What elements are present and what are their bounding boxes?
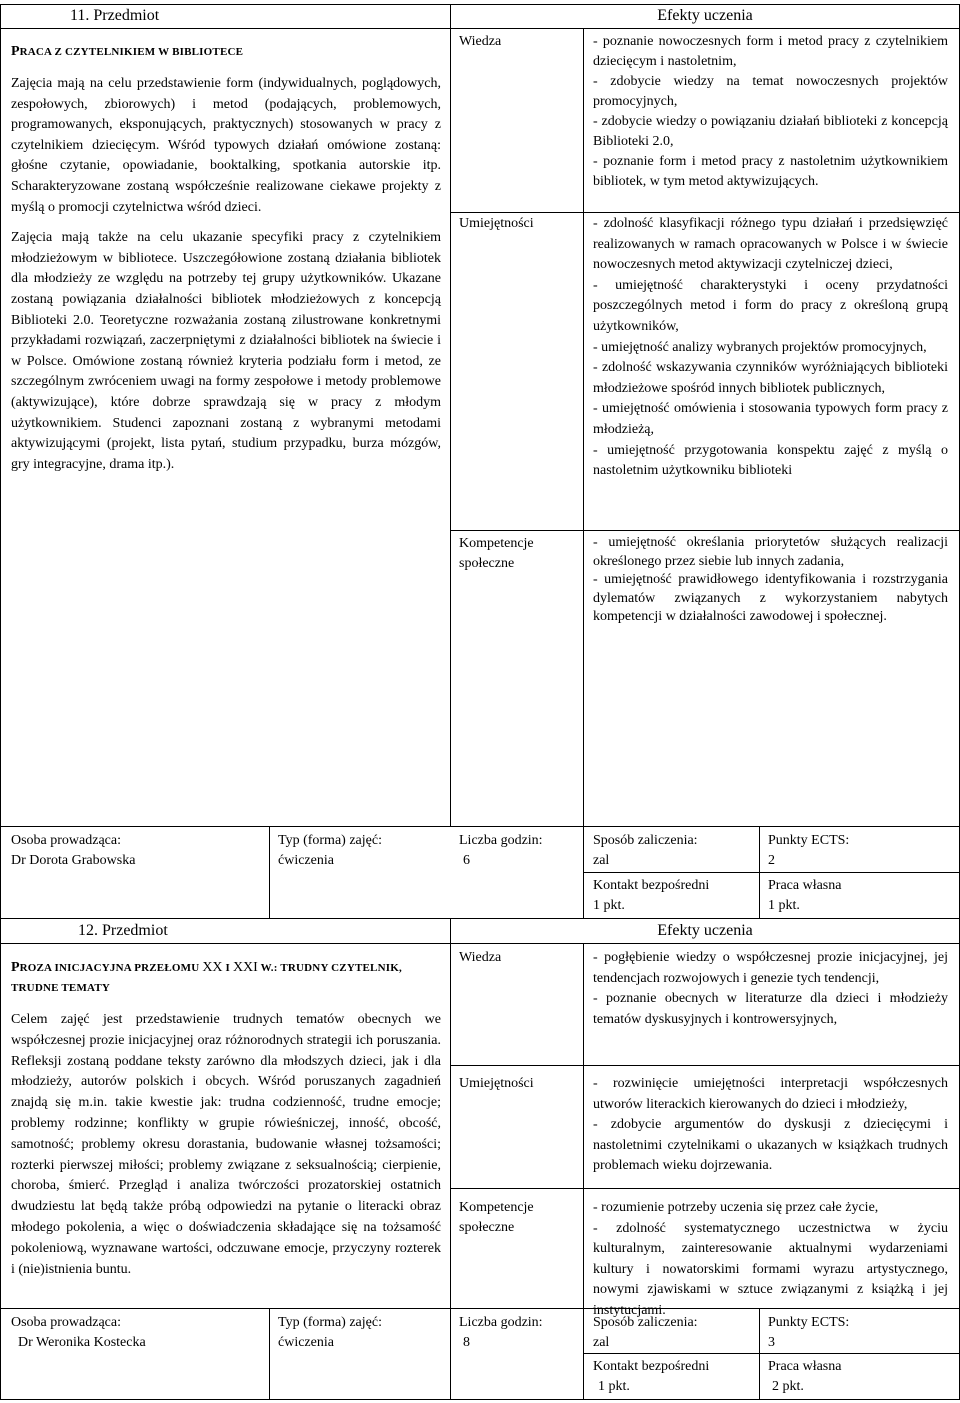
list-item: - poznanie form i metod pracy z nastoletnim użytkownikiem bibliotek, w tym metod aktywizujących. [593, 154, 948, 189]
section12-effect-category-social [459, 1198, 579, 1238]
section12-header-effects-text: Efekty uczenia [657, 922, 753, 939]
section12-own-value: 2 pkt. [772, 1379, 804, 1394]
section11-method-label: Sposób zaliczenia: [593, 833, 698, 848]
section11-header-effects [450, 5, 960, 27]
list-item: - zdobycie argumentów do dyskusji z dziecięcymi i nastoletnimi czytelnikami o ukazanych w książkach trudnych problemach wieku dojrzewania. [593, 1117, 948, 1174]
list-item: - umiejętność analizy wybranych projektów promocyjnych, [593, 339, 927, 355]
section11-lecturer-value: Dr Dorota Grabowska [11, 853, 136, 868]
section11-description-p1: Zajęcia mają na celu przedstawienie form (indywidualnych, poglądowych, zespołowych, zbiorowych) i metod (podających, problemowych, programowanych, eksponujących, praktycznych) stosowanych w pracy z czytelnikiem dziecięcym. Wśród typowych działań omówione zostaną: głośne czytanie, opowiadanie, booktalking, spotkania autorskie itp. Scharakteryzowane zostaną współcześnie realizowane ciekawe projekty z myślą o promocji czytelnictwa wśród dzieci. [11, 76, 441, 215]
section12-footer-type [278, 1313, 448, 1353]
section11-method-value: zal [593, 853, 610, 868]
section12-header-effects [450, 920, 960, 942]
section12-effect-category-skills [459, 1074, 579, 1094]
section12-ects-label: Punkty ECTS: [768, 1315, 850, 1330]
list-item: - zdolność systematycznego uczestnictwa w życiu kulturalnym, zainteresowanie aktualnymi wydarzeniami kultury i nowatorskimi formami wyrazu artystycznego, nowymi zjawiskami w sztuce związanymi z książką i jej instytucjami. [593, 1220, 948, 1318]
section12-effect-category-social-line2: społeczne [459, 1220, 515, 1235]
section12-effect-category-knowledge-text: Wiedza [459, 950, 502, 965]
section11-effect-category-social-line1: Kompetencje [459, 536, 534, 551]
section11-header-title [0, 5, 260, 27]
section12-description [11, 1010, 441, 1280]
section12-own-label: Praca własna [768, 1359, 842, 1374]
section12-description-text: Celem zajęć jest przedstawienie trudnych tematów obecnych we współczesnej prozie inicjacyjnej oraz różnorodnych strategii ich poruszania. Refleksji zostaną poddane teksty zarówno dla młodszych dzieci, jak i dla młodzieży, autorów polskich i obcych. Wśród poruszanych zagadnień znajdą się m.in. takie kwestie jak: trudna codzienność, trudne emocje; problemy rodzinne; konflikty w grupie rówieśniczej, inność, obcość, samotność; problemy okresu dorastania, budowanie własnej tożsamości; rozterki pierwszej miłości; problemy związane z seksualnością; cierpienie, choroba, śmierć. Przegląd i analiza twórczości prozatorskiej ostatnich dwudziestu lat będą także próbą odpowiedzi na pytanie o literacki obraz młodego pokolenia, a więc o doświadczenia składające się na tożsamość pokoleniową, wyznawane wartości, odczuwane emocje, przyczyny rozterek i (nie)istnienia buntu. [11, 1012, 441, 1277]
section12-title-part: P [11, 960, 20, 975]
section11-effect-items-skills [593, 214, 948, 482]
section12-header-title [0, 920, 260, 942]
section11-title-rest: RACA Z CZYTELNIKIEM W BIBLIOTECE [19, 46, 244, 58]
section12-footer-lecturer [11, 1313, 261, 1353]
section11-effect-category-knowledge [459, 32, 579, 52]
list-item: - umiejętność omówienia i stosowania typowych form pracy z młodzieżą, [593, 401, 948, 437]
list-item: - umiejętność przygotowania konspektu zajęć z myślą o nastoletnim użytkowniku biblioteki [593, 442, 948, 479]
section11-description-p2: Zajęcia mają także na celu ukazanie specyfiki pracy z czytelnikiem młodzieżowym w bibliotece. Uszczegółowione zostaną działania bibliotek dla młodzieży ze względu na potrzeby tej grupy użytkowników. Ukazane zostaną powiązania działalności bibliotek młodzieżowych z koncepcją Biblioteki 2.0. Teoretyczne rozważania zostaną zilustrowane konkretnymi przykładami rozwiązań, zaczerpniętymi z działalności bibliotek na świecie i w Polsce. Omówione zostaną również kryteria podziału form i metod, ze szczególnym zwróceniem uwagi na formy zespołowe i metody problemowe (aktywizujące), które dobrze sprawdzają się w pracy z młodym użytkownikiem. Studenci zapoznani zostaną z wybranymi metodami aktywizującymi (projekt, lista pytań, studium przypadku, burza mózgów, gry integracyjne, drama itp.). [11, 230, 441, 472]
section12-hours-label: Liczba godzin: [459, 1315, 543, 1330]
section12-method-value: zal [593, 1335, 610, 1350]
list-item: - zdobycie wiedzy o powiązaniu działań biblioteki z koncepcją Biblioteki 2.0, [593, 114, 948, 149]
section12-contact-label: Kontakt bezpośredni [593, 1359, 710, 1374]
section11-footer-lecturer [11, 831, 261, 871]
section12-effect-category-social-line1: Kompetencje [459, 1200, 534, 1215]
section12-footer-ects [768, 1313, 948, 1353]
list-item: - pogłębienie wiedzy o współczesnej prozie inicjacyjnej, jej tendencjach rozwojowych i genezie tych tendencji, [593, 950, 948, 986]
section12-hours-value: 8 [463, 1335, 470, 1350]
section12-ects-value: 3 [768, 1335, 775, 1350]
list-item: - zdolność klasyfikacji różnego typu działań i przedsięwzięć realizowanych w ramach opracowanych w Polsce i w świecie nowoczesnych metod aktywizacji czytelniczej dzieci, [593, 216, 948, 273]
section12-footer-contact [593, 1357, 753, 1397]
section11-footer-method [593, 831, 753, 871]
section11-ects-label: Punkty ECTS: [768, 833, 850, 848]
section11-effect-category-skills-text: Umiejętności [459, 216, 534, 231]
section12-title-part: I [222, 962, 233, 974]
section11-effect-category-social [459, 534, 579, 574]
section12-footer-hours [459, 1313, 579, 1353]
section12-type-label: Typ (forma) zajęć: [278, 1315, 382, 1330]
section12-method-label: Sposób zaliczenia: [593, 1315, 698, 1330]
section12-course-title [11, 958, 441, 998]
section11-hours-value: 6 [463, 853, 470, 868]
section12-title-part: W.: TRUDNY CZYTELNIK, TRUDNE TEMATY [11, 962, 402, 994]
section11-footer-ects [768, 831, 948, 871]
section12-footer-method [593, 1313, 753, 1353]
section11-header-effects-text: Efekty uczenia [657, 7, 753, 24]
section11-header-title-text: 11. Przedmiot [70, 7, 160, 24]
list-item: - poznanie obecnych w literaturze dla dzieci i młodzieży tematów dyskusyjnych i kontrowersyjnych, [593, 991, 948, 1027]
list-item: - umiejętność określania priorytetów służących realizacji określonego przez siebie lub innych zadania, [593, 535, 948, 569]
section12-lecturer-value: Dr Weronika Kostecka [18, 1335, 146, 1350]
section12-effect-items-skills [593, 1074, 948, 1177]
section11-own-label: Praca własna [768, 878, 842, 893]
section12-effect-items-knowledge [593, 948, 948, 1030]
section11-effect-category-knowledge-text: Wiedza [459, 34, 502, 49]
list-item: - umiejętność prawidłowego identyfikowania i rozstrzygania dylematów związanych z wykorzystaniem nabytych kompetencji w działalności zawodowej i społecznej. [593, 572, 948, 625]
section12-contact-value: 1 pkt. [598, 1379, 630, 1394]
section11-hours-label: Liczba godzin: [459, 833, 543, 848]
section11-footer-own [768, 876, 948, 916]
section12-type-value: ćwiczenia [278, 1335, 334, 1350]
section12-effect-category-knowledge [459, 948, 579, 968]
section12-title-part: ROZA INICJACYJNA PRZEŁOMU [19, 962, 203, 974]
section11-type-label: Typ (forma) zajęć: [278, 833, 382, 848]
list-item: - rozumienie potrzeby uczenia się przez całe życie, [593, 1200, 879, 1215]
section12-title-part: XXI [232, 960, 258, 975]
section11-effect-category-social-line2: społeczne [459, 556, 515, 571]
section11-effect-items-knowledge [593, 32, 948, 192]
section11-footer-type [278, 831, 448, 871]
section12-footer-own [768, 1357, 948, 1397]
list-item: - zdolność wskazywania czynników wyróżniających biblioteki młodzieżowe spośród innych bibliotek publicznych, [593, 360, 948, 396]
section11-type-value: ćwiczenia [278, 853, 334, 868]
list-item: - zdobycie wiedzy na temat nowoczesnych projektów promocyjnych, [593, 74, 948, 109]
section11-own-value: 1 pkt. [768, 898, 800, 913]
section11-effect-items-social [593, 534, 948, 627]
section11-footer-hours [459, 831, 579, 871]
section12-effect-items-social [593, 1198, 948, 1322]
section11-description [11, 74, 441, 475]
list-item: - rozwinięcie umiejętności interpretacji współczesnych utworów literackich kierowanych do dzieci i młodzieży, [593, 1076, 948, 1112]
section12-title-part: XX [202, 960, 223, 975]
section12-lecturer-label: Osoba prowadząca: [11, 1315, 122, 1330]
list-item: - umiejętność charakterystyki i oceny przydatności poszczególnych metod i form do pracy z określoną grupą użytkowników, [593, 277, 948, 334]
section11-course-title [11, 42, 441, 62]
section11-footer-contact [593, 876, 753, 916]
section11-title-initial: P [11, 44, 20, 59]
section11-effect-category-skills [459, 214, 579, 234]
section11-lecturer-label: Osoba prowadząca: [11, 833, 122, 848]
section11-contact-label: Kontakt bezpośredni [593, 878, 710, 893]
section12-effect-category-skills-text: Umiejętności [459, 1076, 534, 1091]
section12-header-title-text: 12. Przedmiot [78, 922, 168, 939]
section11-contact-value: 1 pkt. [593, 898, 625, 913]
list-item: - poznanie nowoczesnych form i metod pracy z czytelnikiem dziecięcym i nastoletnim, [593, 34, 948, 69]
section11-ects-value: 2 [768, 853, 775, 868]
